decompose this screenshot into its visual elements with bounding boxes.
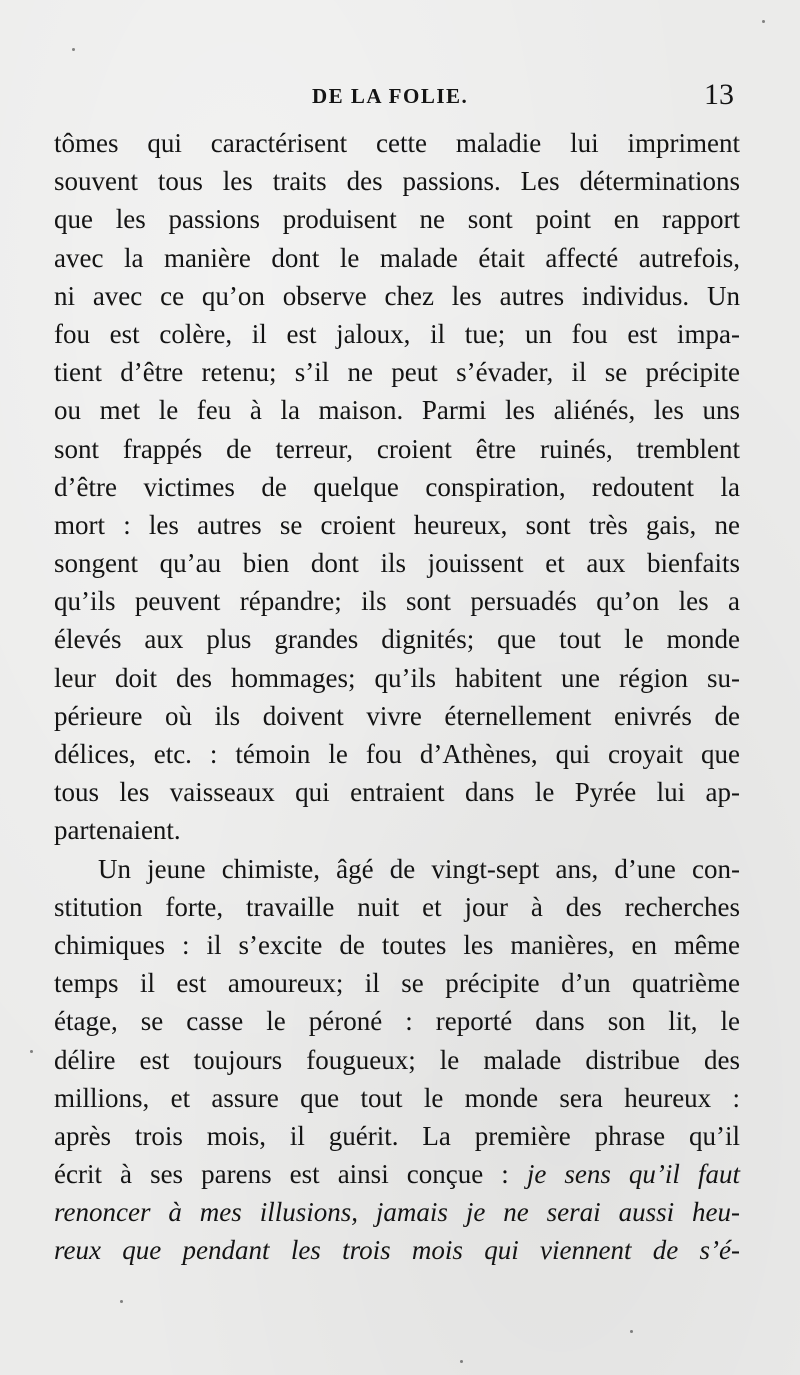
text-line: qu’ils peuvent répandre; ils sont persuadés qu’on les a: [54, 586, 740, 617]
body-text: [54, 124, 740, 1270]
paper-speck: [30, 1050, 33, 1053]
paragraph-2: [54, 850, 740, 1270]
text-line: stitution forte, travaille nuit et jour à des recherches: [54, 891, 740, 922]
text-line: mort : les autres se croient heureux, sont très gais, ne: [54, 509, 740, 540]
text-line: délire est toujours fougueux; le malade distribue des: [54, 1044, 740, 1075]
running-head: [0, 78, 800, 118]
text-line: partenaient.: [54, 815, 181, 846]
text-line: temps il est amoureux; il se précipite d’un quatrième: [54, 968, 740, 999]
text-line: fou est colère, il est jaloux, il tue; un fou est impa-: [54, 318, 740, 349]
text-line: ou met le feu à la maison. Parmi les aliénés, les uns: [54, 395, 740, 426]
text-line: renoncer à mes illusions, jamais je ne serai aussi heu-: [54, 1197, 740, 1228]
text-line: ni avec ce qu’on observe chez les autres individus. Un: [54, 280, 740, 311]
italic-segment: je sens qu’il faut: [526, 1159, 740, 1190]
text-line: délices, etc. : témoin le fou d’Athènes, qui croyait que: [54, 739, 740, 769]
running-title: DE LA FOLIE.: [312, 84, 469, 108]
text-line: Un jeune chimiste, âgé de vingt-sept ans, d’une con-: [98, 853, 740, 884]
paper-speck: [120, 1300, 123, 1303]
paper-speck: [762, 20, 765, 23]
paper-speck: [460, 1360, 463, 1363]
text-line: après trois mois, il guérit. La première phrase qu’il: [54, 1120, 740, 1151]
roman-segment: écrit à ses parens est ainsi conçue :: [54, 1159, 527, 1190]
text-line: périeure où ils doivent vivre éternellement enivrés de: [54, 700, 740, 731]
text-line: que les passions produisent ne sont point en rapport: [54, 204, 740, 235]
paper-speck: [72, 48, 75, 51]
text-line: leur doit des hommages; qu’ils habitent une région su-: [54, 662, 740, 693]
text-line-mixed: [54, 1155, 740, 1193]
text-line: tômes qui caractérisent cette maladie lui impriment: [54, 128, 740, 158]
text-line: chimiques : il s’excite de toutes les manières, en même: [54, 929, 740, 960]
paragraph-1: [54, 124, 740, 850]
text-line: millions, et assure que tout le monde sera heureux :: [54, 1082, 740, 1113]
text-line: tient d’être retenu; s’il ne peut s’évader, il se précipite: [54, 357, 740, 388]
text-line: avec la manière dont le malade était affecté autrefois,: [54, 242, 740, 273]
text-line: souvent tous les traits des passions. Les déterminations: [54, 166, 740, 197]
page-number: 13: [704, 78, 734, 111]
text-line: songent qu’au bien dont ils jouissent et aux bienfaits: [54, 548, 740, 579]
text-line: étage, se casse le péroné : reporté dans son lit, le: [54, 1006, 740, 1037]
text-line: sont frappés de terreur, croient être ruinés, tremblent: [54, 433, 740, 464]
text-line: élevés aux plus grandes dignités; que tout le monde: [54, 624, 740, 655]
text-line: reux que pendant les trois mois qui viennent de s’é-: [54, 1235, 740, 1266]
text-line: tous les vaisseaux qui entraient dans le Pyrée lui ap-: [54, 777, 740, 808]
paper-speck: [630, 1330, 633, 1333]
text-line: d’être victimes de quelque conspiration, redoutent la: [54, 471, 740, 502]
